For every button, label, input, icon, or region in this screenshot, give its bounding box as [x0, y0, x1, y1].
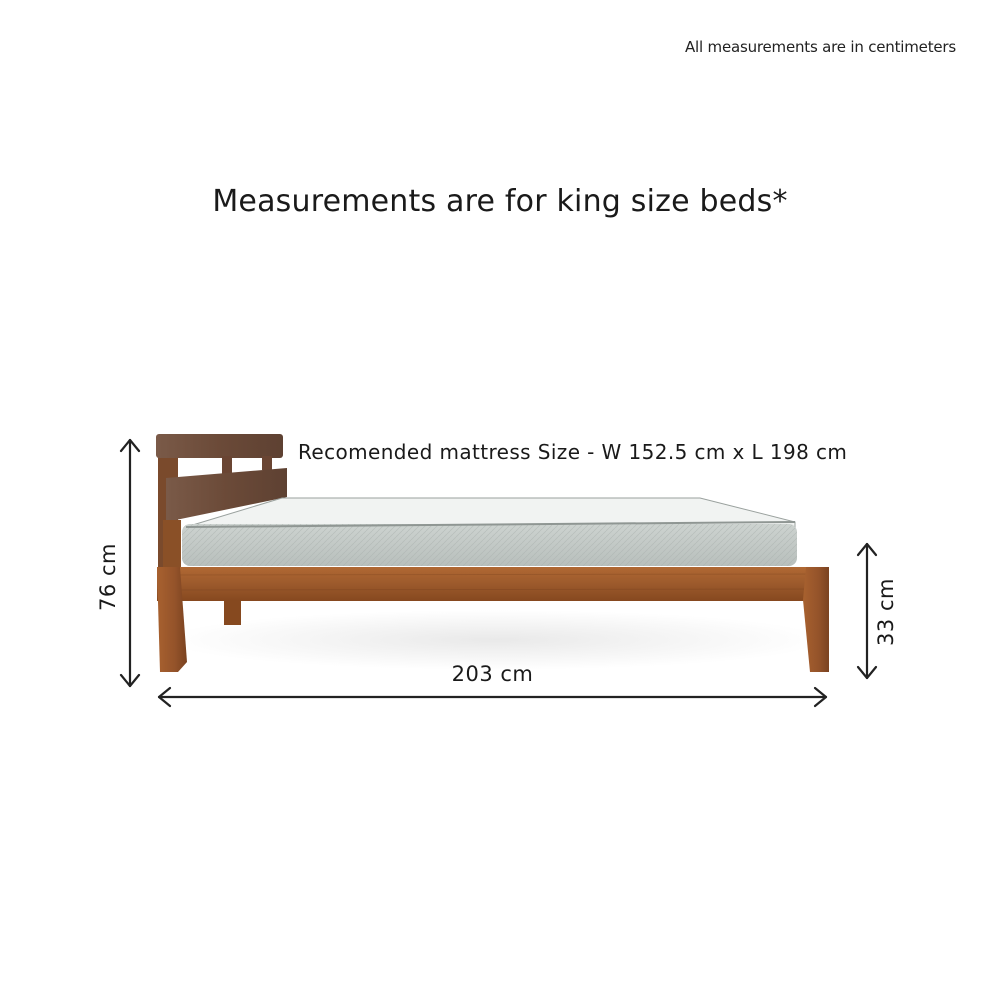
- floor-shadow: [165, 610, 825, 670]
- headboard-top-slat: [156, 434, 283, 458]
- front-right-leg: [803, 567, 829, 672]
- height-label: 76 cm: [96, 543, 120, 611]
- side-rail: [157, 567, 829, 601]
- page-title: Measurements are for king size beds*: [212, 184, 788, 219]
- units-note: All measurements are in centimeters: [684, 38, 956, 56]
- bed-height-label: 33 cm: [874, 578, 898, 646]
- length-label: 203 cm: [451, 662, 534, 686]
- length-arrow: [159, 688, 826, 706]
- rear-leg: [224, 600, 241, 625]
- mattress-size-label: Recomended mattress Size - W 152.5 cm x L 198 cm: [298, 440, 848, 464]
- mattress: [182, 498, 797, 566]
- height-arrow: [121, 440, 139, 686]
